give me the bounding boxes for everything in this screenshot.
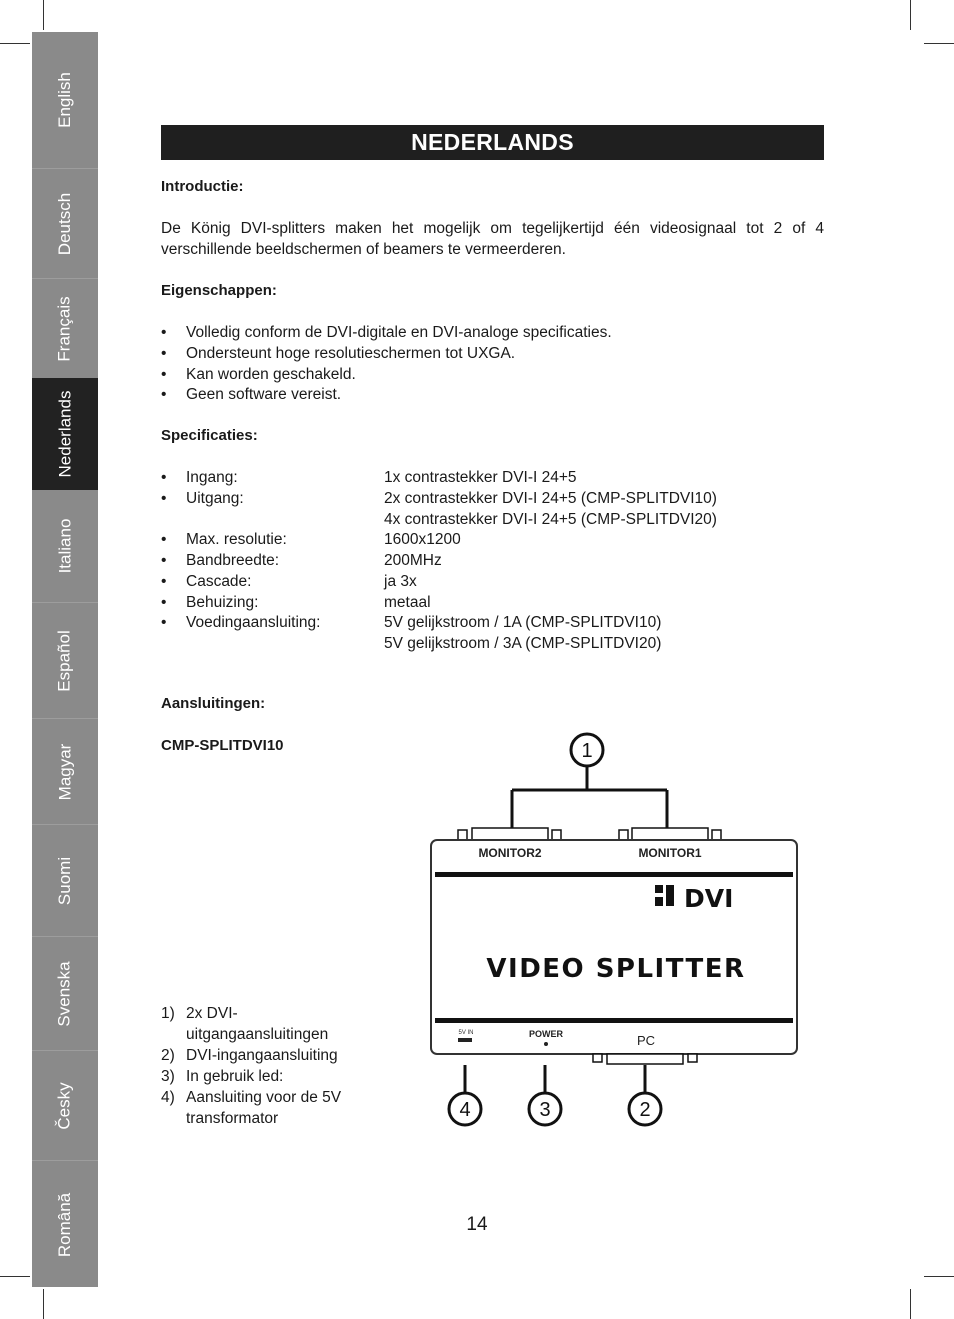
- dvi-input-connector: [607, 1054, 683, 1064]
- crop-mark: [0, 43, 30, 44]
- video-splitter-diagram: [400, 725, 810, 1135]
- top-stripe: [435, 872, 793, 877]
- bottom-stripe: [435, 1018, 793, 1023]
- item-number: 3): [161, 1068, 175, 1085]
- callout-label: 3: [539, 1099, 551, 1121]
- specs-heading: Specificaties:: [161, 427, 258, 444]
- bullet: •: [161, 324, 167, 341]
- spec-value: 1600x1200: [384, 531, 461, 548]
- tab-suomi[interactable]: [32, 824, 98, 937]
- dvi-output-connector: [632, 828, 708, 840]
- tab-english[interactable]: [32, 32, 98, 168]
- spec-value: 1x contrastekker DVI-I 24+5: [384, 469, 577, 486]
- bullet: •: [161, 531, 167, 548]
- connector-screw: [712, 830, 721, 840]
- connector-screw: [619, 830, 628, 840]
- bullet: •: [161, 490, 167, 507]
- tab-label: Suomi: [55, 856, 74, 906]
- connections-list: [161, 1003, 371, 1129]
- crop-mark: [43, 0, 44, 30]
- spec-label: Cascade:: [186, 573, 252, 590]
- model-heading: CMP-SPLITDVI10: [161, 737, 284, 754]
- tab-svenska[interactable]: [32, 936, 98, 1051]
- intro-heading: Introductie:: [161, 178, 244, 195]
- list-item: [161, 1087, 371, 1129]
- crop-mark: [910, 1289, 911, 1319]
- crop-mark: [924, 43, 954, 44]
- list-item: [161, 1066, 371, 1087]
- item-number: 4): [161, 1089, 175, 1106]
- list-item-text: Ondersteunt hoge resolutieschermen tot UXGA.: [186, 345, 516, 362]
- list-item-text: DVI-ingangaansluiting: [186, 1047, 338, 1064]
- crop-mark: [924, 1276, 954, 1277]
- bullet: •: [161, 573, 167, 590]
- list-item-text: Volledig conform de DVI-digitale en DVI-analoge specificaties.: [186, 324, 612, 341]
- page-number: 14: [466, 1214, 488, 1235]
- tab-label: English: [54, 72, 74, 128]
- spec-value: 4x contrastekker DVI-I 24+5 (CMP-SPLITDVI20): [384, 511, 717, 528]
- spec-label: Max. resolutie:: [186, 531, 287, 548]
- pc-label: PC: [636, 1033, 656, 1048]
- spec-value: ja 3x: [384, 573, 417, 590]
- bullet: •: [161, 386, 167, 403]
- list-item-text: Kan worden geschakeld.: [186, 366, 356, 383]
- bullet: •: [161, 594, 167, 611]
- callout-label: 2: [639, 1099, 651, 1121]
- tab-label: Italiano: [54, 518, 74, 574]
- bullet: •: [161, 552, 167, 569]
- spec-value: metaal: [384, 594, 431, 611]
- spec-value: 200MHz: [384, 552, 442, 569]
- bullet: •: [161, 614, 167, 631]
- connector-screw: [458, 830, 467, 840]
- list-item-text: 2x DVI-uitgangaansluitingen: [186, 1005, 329, 1043]
- tab-magyar[interactable]: [32, 718, 98, 825]
- tab-cesky[interactable]: [32, 1050, 98, 1161]
- spec-label: Ingang:: [186, 469, 238, 486]
- list-item-text: Geen software vereist.: [186, 386, 342, 403]
- crop-mark: [0, 1276, 30, 1277]
- spec-label: Uitgang:: [186, 490, 244, 507]
- tab-label: Svenska: [54, 961, 74, 1027]
- item-number: 2): [161, 1047, 175, 1064]
- dvi-logo-icon: [655, 885, 663, 893]
- monitor1-label: MONITOR1: [638, 846, 702, 860]
- features-heading: Eigenschappen:: [161, 282, 277, 299]
- tab-label: Română: [54, 1192, 74, 1257]
- spec-value: 5V gelijkstroom / 3A (CMP-SPLITDVI20): [384, 635, 662, 652]
- tab-label: Français: [55, 296, 74, 362]
- list-item-text: Aansluiting voor de 5V transformator: [186, 1089, 342, 1127]
- connector-screw: [552, 830, 561, 840]
- item-number: 1): [161, 1005, 175, 1022]
- intro-text: De König DVI-splitters maken het mogelijk om tegelijkertijd één videosignaal tot 2 of 4 verschillende beeldschermen of beamers te vermeerderen.: [161, 220, 824, 258]
- tab-italiano[interactable]: [32, 490, 98, 602]
- tab-espanol[interactable]: [32, 602, 98, 719]
- list-item: [161, 1045, 371, 1066]
- dvi-output-connector: [472, 828, 548, 840]
- dc-in-label: 5V IN: [458, 1030, 474, 1036]
- spec-label: Bandbreedte:: [186, 552, 280, 569]
- page-title: NEDERLANDS: [161, 125, 824, 160]
- connector-screw: [593, 1054, 602, 1062]
- bullet: •: [161, 345, 167, 362]
- tab-label: Česky: [54, 1082, 74, 1130]
- connections-heading: Aansluitingen:: [161, 695, 266, 712]
- tab-nederlands[interactable]: [32, 378, 98, 490]
- dc-jack-icon: [458, 1038, 472, 1042]
- spec-label: Behuizing:: [186, 594, 259, 611]
- tab-label: Nederlands: [55, 390, 75, 478]
- bullet: •: [161, 469, 167, 486]
- tab-label: Español: [55, 630, 74, 692]
- spec-label: Voedingaansluiting:: [186, 614, 321, 631]
- crop-mark: [910, 0, 911, 30]
- callout-label: 1: [581, 740, 593, 762]
- tab-deutsch[interactable]: [32, 168, 98, 279]
- dvi-logo-icon: [655, 897, 663, 906]
- list-item: [161, 1003, 371, 1045]
- callout-label: 4: [459, 1099, 471, 1121]
- spec-value: 2x contrastekker DVI-I 24+5 (CMP-SPLITDVI10): [384, 490, 717, 507]
- spec-value: 5V gelijkstroom / 1A (CMP-SPLITDVI10): [384, 614, 662, 631]
- monitor2-label: MONITOR2: [478, 846, 542, 860]
- power-label: POWER: [528, 1029, 564, 1039]
- dvi-logo-icon: [666, 885, 674, 906]
- product-name: VIDEO SPLITTER: [486, 954, 746, 984]
- crop-mark: [43, 1289, 44, 1319]
- tab-label: Magyar: [55, 743, 74, 801]
- dvi-brand-text: DVI: [684, 884, 734, 913]
- bullet: •: [161, 366, 167, 383]
- power-led-icon: [544, 1042, 548, 1046]
- language-sidebar: [32, 32, 98, 1287]
- connector-screw: [688, 1054, 697, 1062]
- tab-francais[interactable]: [32, 278, 98, 379]
- list-item-text: In gebruik led:: [186, 1068, 284, 1085]
- tab-label: Deutsch: [55, 192, 74, 256]
